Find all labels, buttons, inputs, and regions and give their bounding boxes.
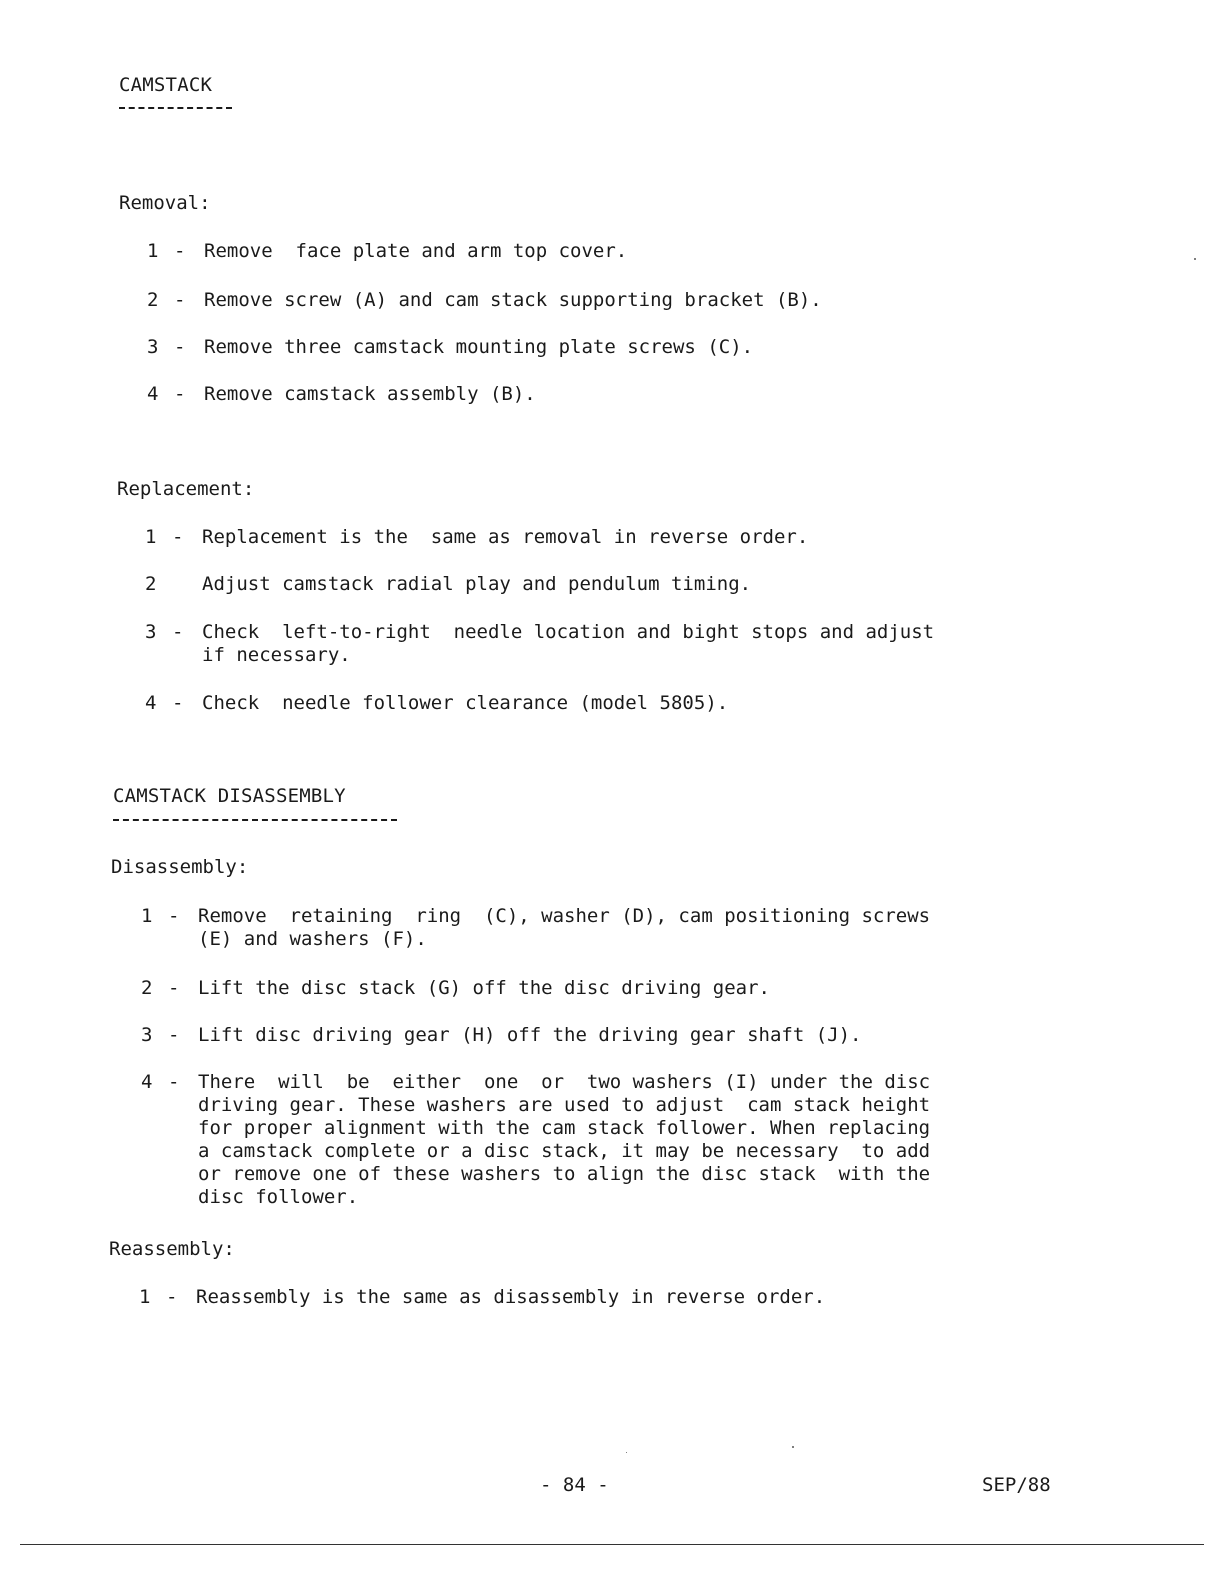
- step-text: Lift the disc stack (G) off the disc driving gear.: [198, 977, 770, 999]
- step-text: Check needle follower clearance (model 5805).: [202, 692, 729, 714]
- replacement-step: [145, 573, 1145, 596]
- step-text: Lift disc driving gear (H) off the driving gear shaft (J).: [198, 1024, 862, 1046]
- removal-step: [147, 336, 1147, 359]
- disassembly-step: [141, 1024, 1141, 1047]
- step-number: 3: [145, 621, 157, 643]
- step-dash: -: [174, 240, 186, 262]
- scan-speck: [1194, 258, 1196, 260]
- step-number: 1: [147, 240, 159, 262]
- step-dash: -: [168, 1071, 180, 1093]
- scan-speck: [792, 1446, 794, 1448]
- replacement-label: Replacement:: [117, 478, 255, 500]
- section-title-camstack: CAMSTACK: [119, 74, 213, 96]
- step-text: Adjust camstack radial play and pendulum timing.: [202, 573, 752, 595]
- scan-speck: [626, 1452, 627, 1453]
- step-dash: -: [168, 905, 180, 927]
- step-dash: -: [172, 692, 184, 714]
- step-dash: -: [168, 977, 180, 999]
- removal-step: [147, 240, 1147, 263]
- step-number: 1: [141, 905, 153, 927]
- replacement-step: [145, 526, 1145, 549]
- step-dash: -: [172, 621, 184, 643]
- reassembly-label: Reassembly:: [109, 1238, 235, 1260]
- step-text: Check left-to-right needle location and bight stops and adjust if necessary.: [202, 621, 935, 666]
- step-dash: -: [166, 1286, 178, 1308]
- disassembly-step: [141, 905, 1141, 951]
- replacement-step: [145, 621, 1145, 667]
- step-text: Remove face plate and arm top cover.: [204, 240, 628, 262]
- step-dash: -: [172, 526, 184, 548]
- revision-date: SEP/88: [982, 1474, 1051, 1496]
- step-text: Replacement is the same as removal in reverse order.: [202, 526, 809, 548]
- disassembly-step: [141, 1071, 1141, 1209]
- step-number: 2: [147, 289, 159, 311]
- step-text: Remove camstack assembly (B).: [204, 383, 536, 405]
- step-number: 3: [147, 336, 159, 358]
- title-underline: [119, 107, 232, 109]
- step-number: 2: [145, 573, 157, 595]
- bottom-rule: [20, 1544, 1204, 1545]
- disassembly-step: [141, 977, 1141, 1000]
- step-text: Remove three camstack mounting plate screws (C).: [204, 336, 754, 358]
- step-number: 1: [139, 1286, 151, 1308]
- page-number: - 84 -: [540, 1474, 609, 1496]
- step-dash: -: [168, 1024, 180, 1046]
- step-dash: -: [174, 336, 186, 358]
- reassembly-step: [139, 1286, 1139, 1309]
- step-text: Remove screw (A) and cam stack supporting bracket (B).: [204, 289, 822, 311]
- removal-step: [147, 289, 1147, 312]
- step-text: There will be either one or two washers (I) under the disc driving gear. These washers are used to adjust cam stack height for proper alignment with the cam stack follower. When replacing a camstack complete or a disc stack, it may be necessary to add or remove one of these washers to align the disc stack with the disc follower.: [198, 1071, 931, 1208]
- removal-label: Removal:: [119, 192, 211, 214]
- removal-step: [147, 383, 1147, 406]
- section-title-camstack-disassembly: CAMSTACK DISASSEMBLY: [113, 785, 346, 807]
- replacement-step: [145, 692, 1145, 715]
- step-number: 3: [141, 1024, 153, 1046]
- step-text: Remove retaining ring (C), washer (D), cam positioning screws (E) and washers (F).: [198, 905, 931, 950]
- step-number: 4: [145, 692, 157, 714]
- step-number: 4: [147, 383, 159, 405]
- step-number: 1: [145, 526, 157, 548]
- step-dash: -: [174, 383, 186, 405]
- disassembly-label: Disassembly:: [111, 856, 249, 878]
- step-text: Reassembly is the same as disassembly in reverse order.: [196, 1286, 826, 1308]
- step-number: 4: [141, 1071, 153, 1093]
- title-underline: [113, 819, 397, 821]
- step-dash: -: [174, 289, 186, 311]
- step-number: 2: [141, 977, 153, 999]
